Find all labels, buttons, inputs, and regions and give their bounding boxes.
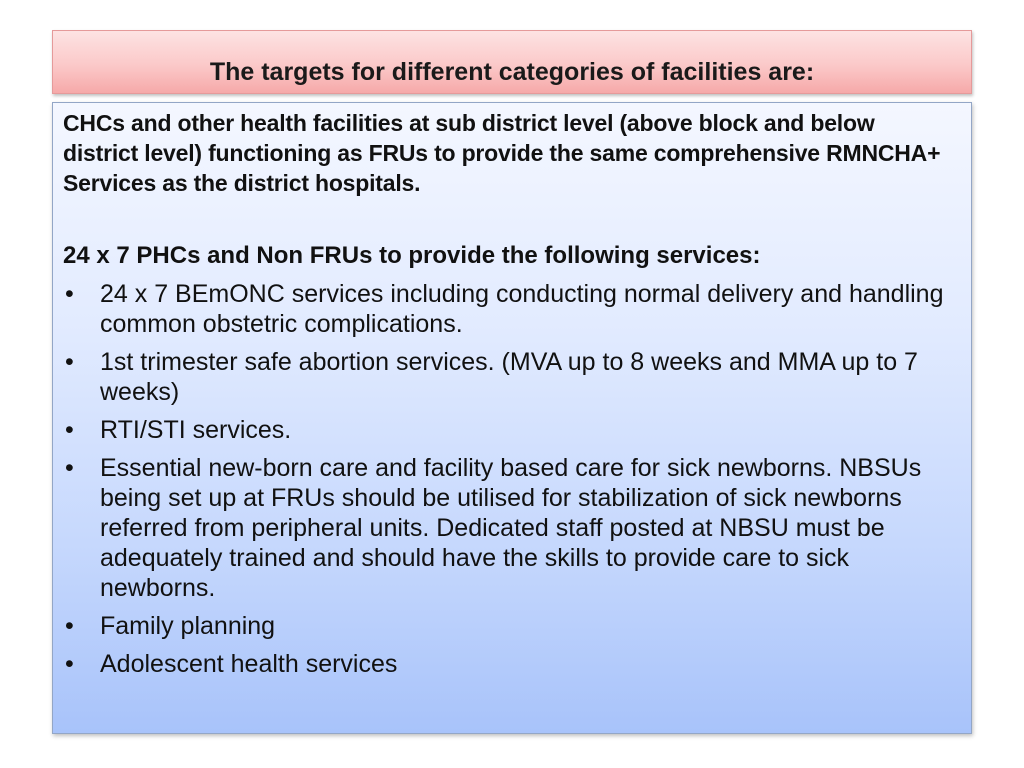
bullet-text: 1st trimester safe abortion services. (MVA up to 8 weeks and MMA up to 7 weeks) — [100, 348, 918, 406]
bullet-item-adolescent-health — [63, 649, 951, 679]
bullet-item-family-planning — [63, 611, 951, 641]
services-bullet-list — [63, 279, 951, 679]
bullet-dot-icon: • — [65, 416, 74, 444]
bullet-item-rti-sti — [63, 415, 951, 445]
bullet-item-bemonc — [63, 279, 951, 339]
bullet-dot-icon: • — [65, 454, 74, 482]
services-subheading: 24 x 7 PHCs and Non FRUs to provide the following services: — [63, 242, 761, 269]
bullet-text: 24 x 7 BEmONC services including conducting normal delivery and handling common obstetric complications. — [100, 280, 944, 338]
bullet-dot-icon: • — [65, 280, 74, 308]
bullet-text: Essential new-born care and facility based care for sick newborns. NBSUs being set up at FRUs should be utilised for stabilization of sick newborns referred from peripheral units. Dedicated staff posted at NBSU must be adequately trained and should have the skills to provide care to sick newborns. — [100, 454, 922, 602]
bullet-dot-icon: • — [65, 348, 74, 376]
bullet-text: RTI/STI services. — [100, 416, 292, 444]
bullet-text: Adolescent health services — [100, 650, 398, 678]
bullet-item-safe-abortion — [63, 347, 951, 407]
bullet-dot-icon: • — [65, 650, 74, 678]
bullet-item-newborn-care — [63, 453, 951, 603]
slide-title: The targets for different categories of facilities are: — [209, 58, 815, 86]
slide-title-box — [52, 30, 972, 94]
intro-paragraph: CHCs and other health facilities at sub district level (above block and below district level) functioning as FRUs to provide the same comprehensive RMNCHA+ Services as the district hospitals. — [63, 110, 941, 196]
bullet-text: Family planning — [100, 612, 276, 640]
slide-content-box — [52, 102, 972, 734]
bullet-dot-icon: • — [65, 612, 74, 640]
